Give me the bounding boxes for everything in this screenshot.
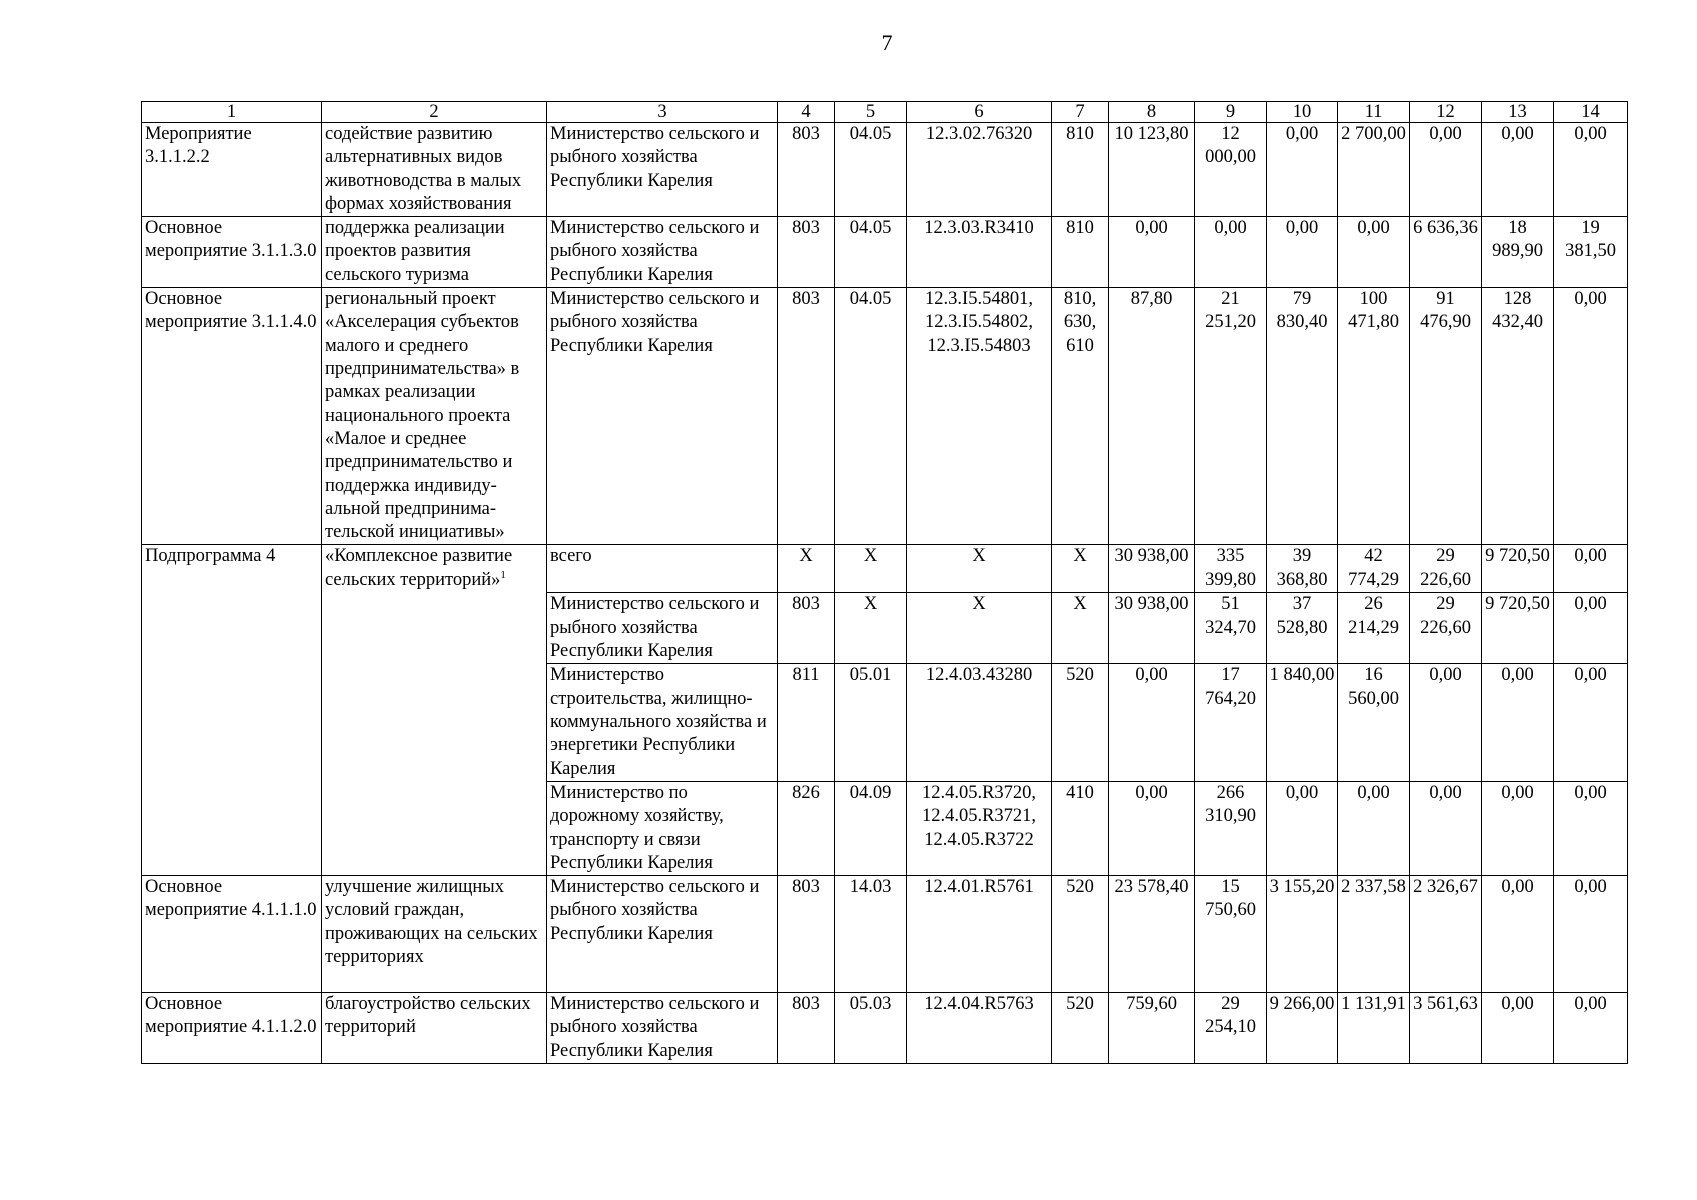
value-cell-c5: 04.05 [835, 217, 907, 288]
value-cell-c6: 12.4.01.R5761 [907, 876, 1052, 993]
subprogram-name-cell: Подпрограмма 4 [142, 545, 322, 876]
description-cell: содействие развитию альтернативных видов животноводства в малых формах хозяйствования [322, 123, 547, 217]
value-cell-c10: 0,00 [1267, 781, 1338, 875]
value-cell-c5: Х [835, 593, 907, 664]
value-cell-c6: 12.4.04.R5763 [907, 993, 1052, 1064]
column-number-cell: 14 [1554, 102, 1628, 123]
value-cell-c10: 0,00 [1267, 217, 1338, 288]
value-cell-c5: 05.01 [835, 664, 907, 781]
value-cell-c14: 0,00 [1554, 664, 1628, 781]
description-cell: поддержка реализации проектов развития сельского туризма [322, 217, 547, 288]
value-cell-c8: 87,80 [1109, 288, 1195, 545]
value-cell-c5: 14.03 [835, 876, 907, 993]
value-cell-c7: Х [1052, 593, 1109, 664]
table-row [142, 217, 1628, 288]
value-cell-c13: 0,00 [1482, 123, 1554, 217]
value-cell-c13: 0,00 [1482, 876, 1554, 993]
description-cell: благоустройство сельских территорий [322, 993, 547, 1064]
value-cell-c12: 0,00 [1410, 664, 1482, 781]
value-cell-c12: 6 636,36 [1410, 217, 1482, 288]
event-name-cell: Основное мероприятие 3.1.1.4.0 [142, 288, 322, 545]
value-cell-c14: 0,00 [1554, 781, 1628, 875]
subprogram-row [142, 545, 1628, 593]
value-cell-c7: 520 [1052, 876, 1109, 993]
column-number-cell: 4 [778, 102, 835, 123]
value-cell-c8: 23 578,40 [1109, 876, 1195, 993]
value-cell-c5: 04.05 [835, 123, 907, 217]
value-cell-c14: 0,00 [1554, 876, 1628, 993]
value-cell-c11: 100 471,80 [1338, 288, 1410, 545]
value-cell-c10: 79 830,40 [1267, 288, 1338, 545]
value-cell-c11: 16 560,00 [1338, 664, 1410, 781]
budget-table [141, 101, 1628, 1064]
table-row [142, 876, 1628, 993]
value-cell-c6: Х [907, 593, 1052, 664]
event-name-cell: Основное мероприятие 3.1.1.3.0 [142, 217, 322, 288]
executor-cell: Министерство сельского и рыбного хозяйства Республики Карелия [547, 593, 778, 664]
value-cell-c8: 10 123,80 [1109, 123, 1195, 217]
value-cell-c14: 0,00 [1554, 545, 1628, 593]
value-cell-c13: 9 720,50 [1482, 593, 1554, 664]
value-cell-c12: 3 561,63 [1410, 993, 1482, 1064]
value-cell-c12: 2 326,67 [1410, 876, 1482, 993]
value-cell-c11: 0,00 [1338, 781, 1410, 875]
column-number-cell: 1 [142, 102, 322, 123]
value-cell-c4: 811 [778, 664, 835, 781]
table-row [142, 993, 1628, 1064]
executor-cell: Министерство по дорожному хозяйству, транспорту и связи Республики Карелия [547, 781, 778, 875]
value-cell-c11: 2 700,00 [1338, 123, 1410, 217]
value-cell-c13: 128 432,40 [1482, 288, 1554, 545]
column-number-cell: 12 [1410, 102, 1482, 123]
value-cell-c5: 04.05 [835, 288, 907, 545]
description-cell: региональный проект «Акселерация субъектов малого и среднего предпринимательства» в рамках реализации национального проекта «Малое и среднее предпринимательство и поддержка индивиду-альной предпринима-тельской инициативы» [322, 288, 547, 545]
value-cell-c9: 12 000,00 [1195, 123, 1267, 217]
value-cell-c14: 0,00 [1554, 993, 1628, 1064]
page-number: 7 [881, 30, 893, 55]
value-cell-c4: 803 [778, 593, 835, 664]
value-cell-c7: 810 [1052, 217, 1109, 288]
description-cell: улучшение жилищных условий граждан, проживающих на сельских территориях [322, 876, 547, 993]
value-cell-c4: 803 [778, 876, 835, 993]
value-cell-c4: 803 [778, 288, 835, 545]
executor-cell: Министерство строительства, жилищно-коммунального хозяйства и энергетики Республики Карелия [547, 664, 778, 781]
value-cell-c9: 335 399,80 [1195, 545, 1267, 593]
value-cell-c11: 42 774,29 [1338, 545, 1410, 593]
executor-cell: Министерство сельского и рыбного хозяйства Республики Карелия [547, 876, 778, 993]
value-cell-c14: 0,00 [1554, 123, 1628, 217]
executor-cell: Министерство сельского и рыбного хозяйства Республики Карелия [547, 123, 778, 217]
event-name-cell: Основное мероприятие 4.1.1.1.0 [142, 876, 322, 993]
column-number-cell: 6 [907, 102, 1052, 123]
value-cell-c4: 803 [778, 123, 835, 217]
column-number-cell: 10 [1267, 102, 1338, 123]
executor-cell: Министерство сельского и рыбного хозяйства Республики Карелия [547, 993, 778, 1064]
value-cell-c10: 9 266,00 [1267, 993, 1338, 1064]
value-cell-c11: 0,00 [1338, 217, 1410, 288]
subprogram-title: «Комплексное развитие сельских территорий» [325, 546, 513, 590]
value-cell-c5: Х [835, 545, 907, 593]
value-cell-c4: 803 [778, 993, 835, 1064]
value-cell-c8: 0,00 [1109, 217, 1195, 288]
column-number-cell: 13 [1482, 102, 1554, 123]
value-cell-c10: 37 528,80 [1267, 593, 1338, 664]
value-cell-c12: 29 226,60 [1410, 545, 1482, 593]
value-cell-c13: 0,00 [1482, 993, 1554, 1064]
value-cell-c12: 29 226,60 [1410, 593, 1482, 664]
table-row [142, 123, 1628, 217]
value-cell-c6: Х [907, 545, 1052, 593]
value-cell-c7: 810 [1052, 123, 1109, 217]
value-cell-c9: 0,00 [1195, 217, 1267, 288]
value-cell-c11: 2 337,58 [1338, 876, 1410, 993]
table-row [142, 288, 1628, 545]
value-cell-c12: 91 476,90 [1410, 288, 1482, 545]
value-cell-c9: 21 251,20 [1195, 288, 1267, 545]
value-cell-c8: 759,60 [1109, 993, 1195, 1064]
event-name-cell: Мероприятие 3.1.1.2.2 [142, 123, 322, 217]
value-cell-c9: 51 324,70 [1195, 593, 1267, 664]
value-cell-c6: 12.3.I5.54801, 12.3.I5.54802, 12.3.I5.54803 [907, 288, 1052, 545]
value-cell-c7: 410 [1052, 781, 1109, 875]
value-cell-c13: 0,00 [1482, 781, 1554, 875]
value-cell-c6: 12.4.05.R3720, 12.4.05.R3721, 12.4.05.R3722 [907, 781, 1052, 875]
value-cell-c14: 0,00 [1554, 288, 1628, 545]
value-cell-c14: 0,00 [1554, 593, 1628, 664]
value-cell-c8: 30 938,00 [1109, 545, 1195, 593]
value-cell-c4: Х [778, 545, 835, 593]
value-cell-c8: 0,00 [1109, 664, 1195, 781]
value-cell-c12: 0,00 [1410, 123, 1482, 217]
value-cell-c10: 1 840,00 [1267, 664, 1338, 781]
value-cell-c14: 19 381,50 [1554, 217, 1628, 288]
value-cell-c13: 0,00 [1482, 664, 1554, 781]
value-cell-c7: 520 [1052, 993, 1109, 1064]
value-cell-c13: 9 720,50 [1482, 545, 1554, 593]
value-cell-c11: 1 131,91 [1338, 993, 1410, 1064]
value-cell-c7: 810, 630, 610 [1052, 288, 1109, 545]
column-number-cell: 3 [547, 102, 778, 123]
value-cell-c9: 15 750,60 [1195, 876, 1267, 993]
value-cell-c7: 520 [1052, 664, 1109, 781]
column-number-cell: 5 [835, 102, 907, 123]
column-number-cell: 11 [1338, 102, 1410, 123]
value-cell-c6: 12.3.02.76320 [907, 123, 1052, 217]
event-name-cell: Основное мероприятие 4.1.1.2.0 [142, 993, 322, 1064]
executor-cell: Министерство сельского и рыбного хозяйства Республики Карелия [547, 288, 778, 545]
value-cell-c12: 0,00 [1410, 781, 1482, 875]
header-row [142, 102, 1628, 123]
value-cell-c4: 826 [778, 781, 835, 875]
value-cell-c13: 18 989,90 [1482, 217, 1554, 288]
value-cell-c6: 12.4.03.43280 [907, 664, 1052, 781]
value-cell-c9: 17 764,20 [1195, 664, 1267, 781]
value-cell-c4: 803 [778, 217, 835, 288]
value-cell-c10: 39 368,80 [1267, 545, 1338, 593]
value-cell-c5: 04.09 [835, 781, 907, 875]
value-cell-c7: Х [1052, 545, 1109, 593]
value-cell-c10: 0,00 [1267, 123, 1338, 217]
value-cell-c10: 3 155,20 [1267, 876, 1338, 993]
executor-cell: всего [547, 545, 778, 593]
value-cell-c11: 26 214,29 [1338, 593, 1410, 664]
footnote-marker: 1 [500, 568, 506, 581]
column-number-cell: 8 [1109, 102, 1195, 123]
value-cell-c5: 05.03 [835, 993, 907, 1064]
column-number-cell: 2 [322, 102, 547, 123]
value-cell-c6: 12.3.03.R3410 [907, 217, 1052, 288]
value-cell-c9: 29 254,10 [1195, 993, 1267, 1064]
column-number-cell: 7 [1052, 102, 1109, 123]
value-cell-c9: 266 310,90 [1195, 781, 1267, 875]
column-number-cell: 9 [1195, 102, 1267, 123]
value-cell-c8: 30 938,00 [1109, 593, 1195, 664]
value-cell-c8: 0,00 [1109, 781, 1195, 875]
executor-cell: Министерство сельского и рыбного хозяйства Республики Карелия [547, 217, 778, 288]
subprogram-description-cell [322, 545, 547, 876]
